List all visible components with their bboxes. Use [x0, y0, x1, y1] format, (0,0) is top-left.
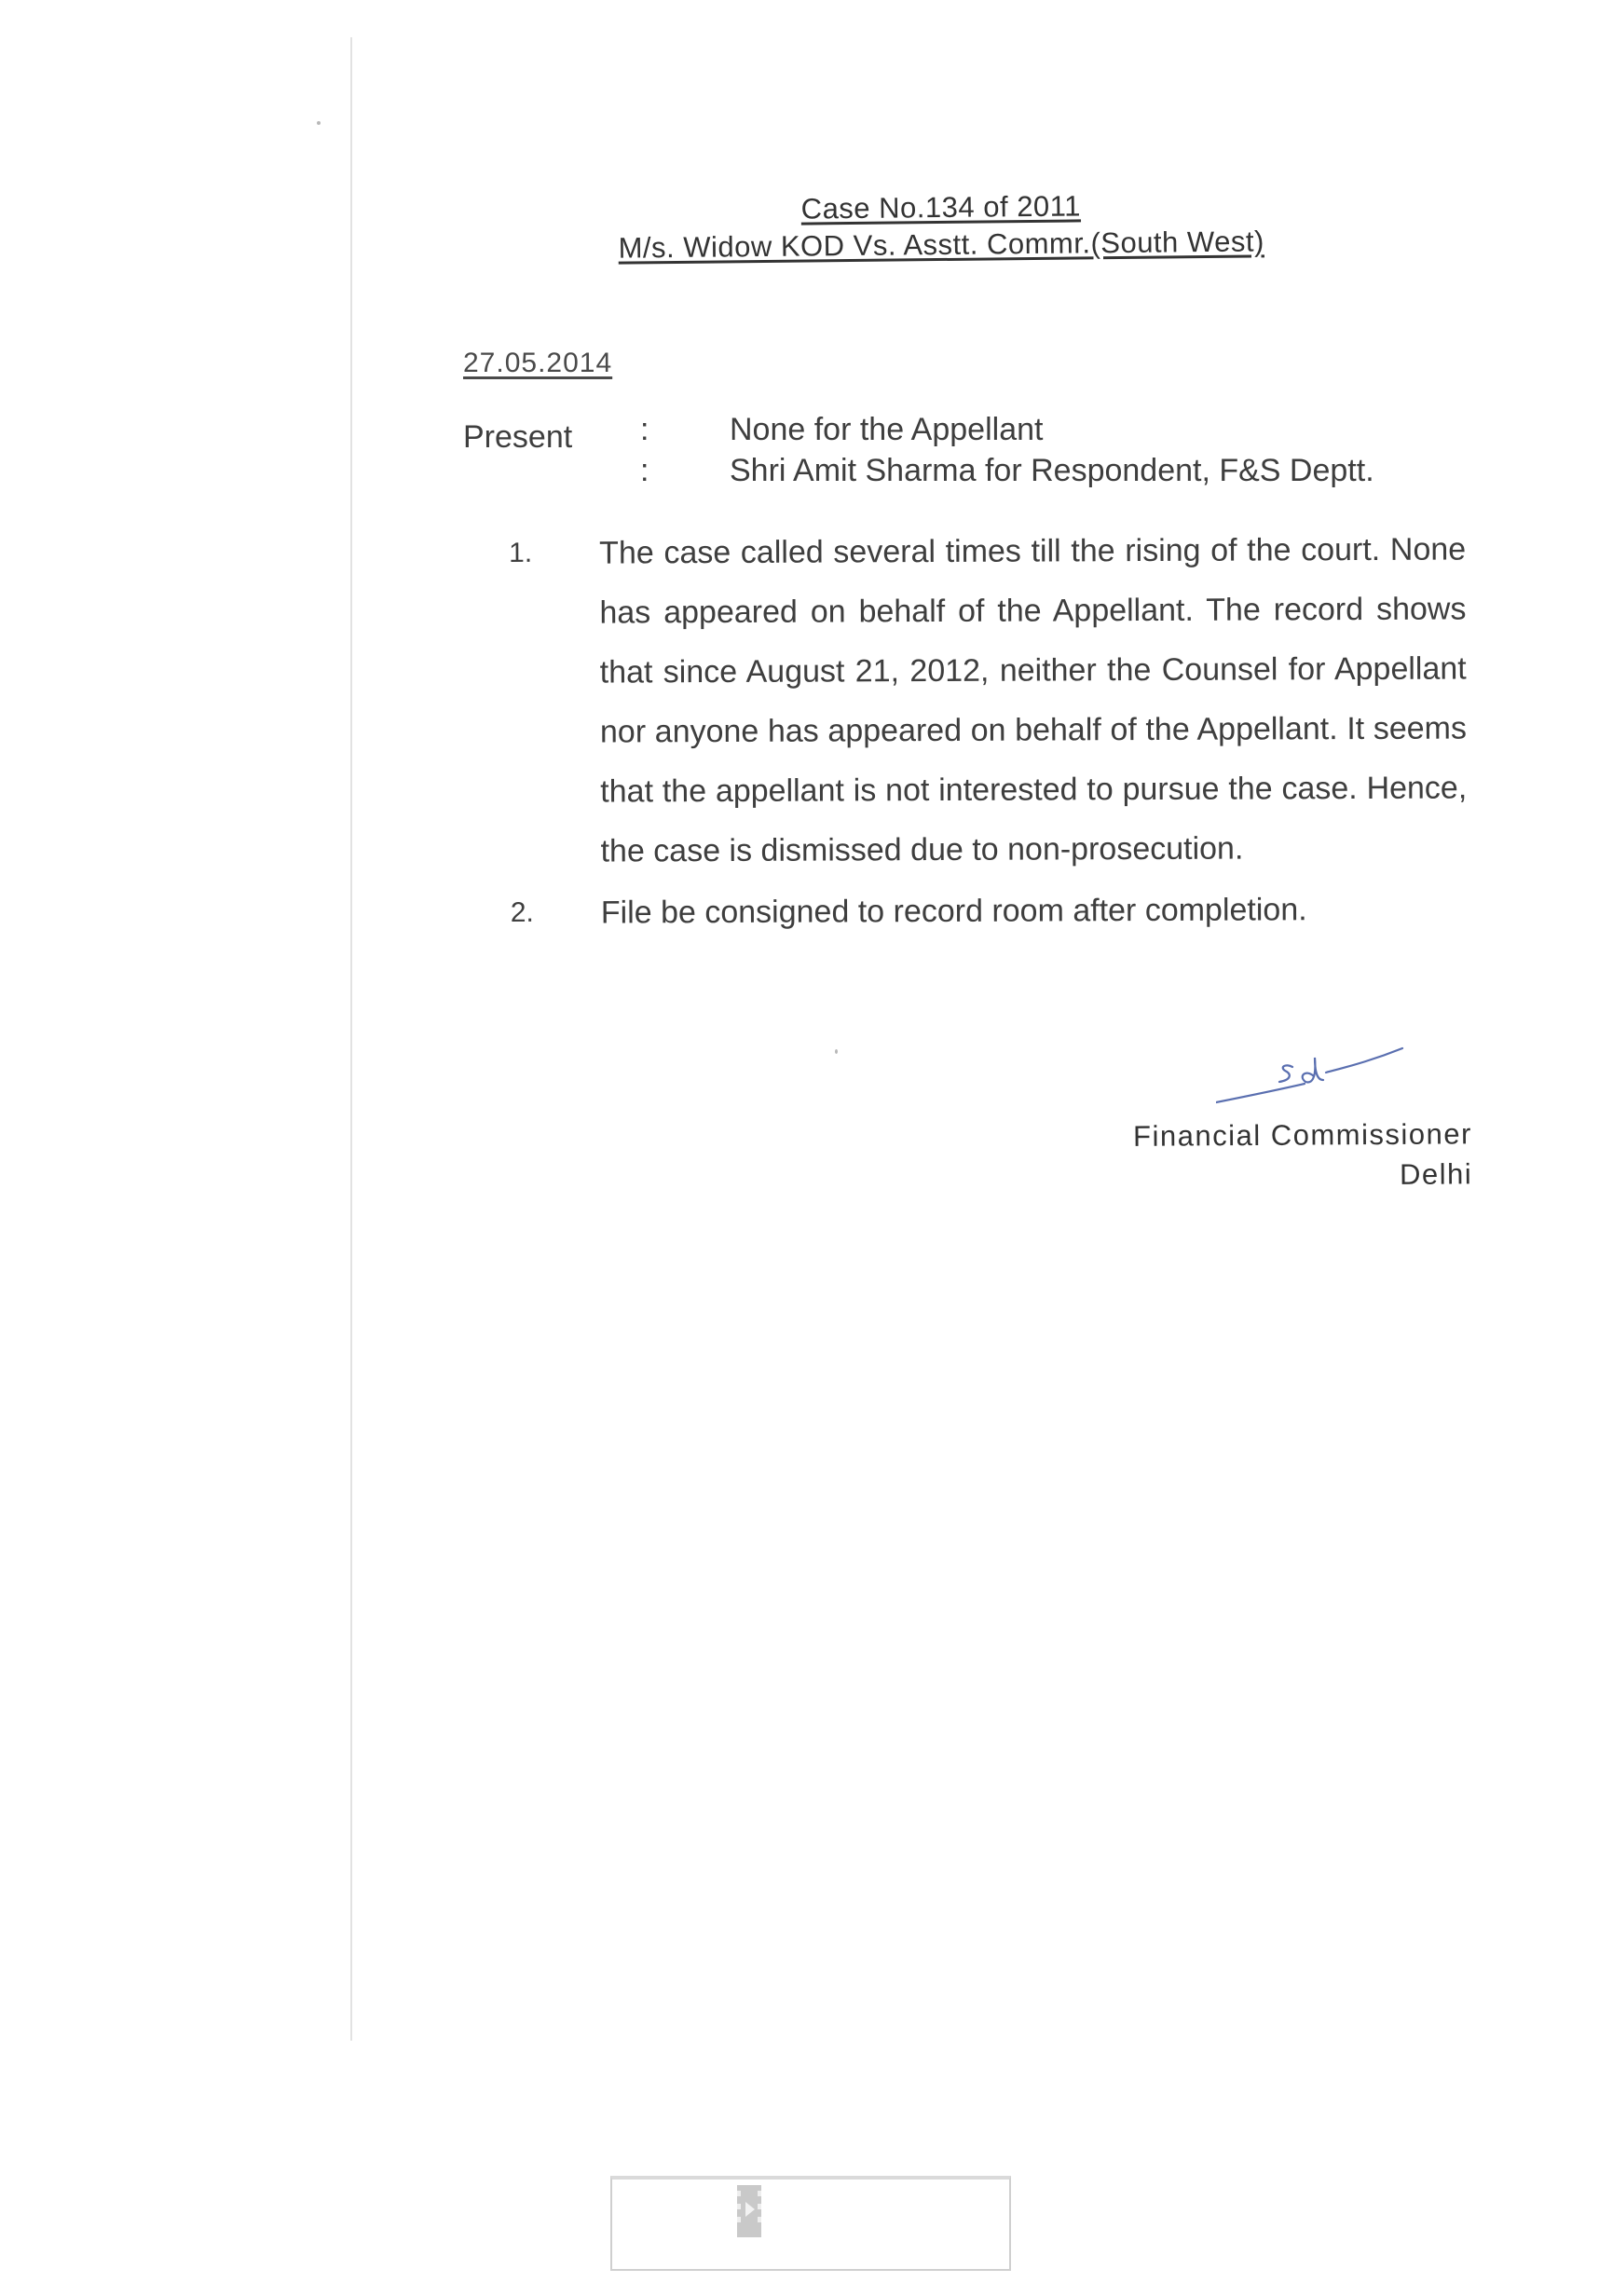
signatory-block	[1025, 1114, 1473, 1196]
order-date: 27.05.2014	[463, 348, 613, 378]
order-text: File be consigned to record room after completion.	[600, 892, 1307, 931]
order-list	[506, 520, 1468, 943]
handwritten-signature	[1216, 1039, 1421, 1114]
order-number: 2.	[510, 896, 534, 928]
film-icon	[735, 2185, 763, 2237]
present-label: Present	[463, 419, 573, 455]
margin-line	[350, 37, 352, 2041]
present-row	[640, 412, 1043, 448]
scan-speck	[835, 1049, 838, 1054]
case-parties: M/s. Widow KOD Vs. Asstt. Commr.(South West)	[618, 225, 1264, 265]
order-text: The case called several times till the rising of the court. None has appeared on behalf of the Appellant. The record shows that since August 21, 2012, neither the Counsel for Appellant nor anyone has appeared on behalf of the Appellant. It seems that the appellant is not interested to pursue the case. Hence, the case is dismissed due to non-prosecution.	[599, 531, 1468, 869]
order-item	[506, 520, 1468, 882]
signatory-title: Financial Commissioner	[1132, 1117, 1472, 1153]
signatory-location: Delhi	[1399, 1157, 1473, 1191]
present-text: Shri Amit Sharma for Respondent, F&S Deptt.	[730, 453, 1374, 488]
order-item	[508, 880, 1468, 943]
scanner-stamp-box	[610, 2176, 1011, 2271]
present-colon: :	[640, 412, 649, 447]
present-row	[640, 453, 1374, 489]
case-number: Case No.134 of 2011	[800, 189, 1082, 226]
present-text: None for the Appellant	[730, 412, 1044, 447]
scan-speck	[317, 121, 321, 125]
case-header	[522, 186, 1361, 266]
order-number: 1.	[509, 537, 533, 568]
present-colon: :	[640, 453, 649, 488]
